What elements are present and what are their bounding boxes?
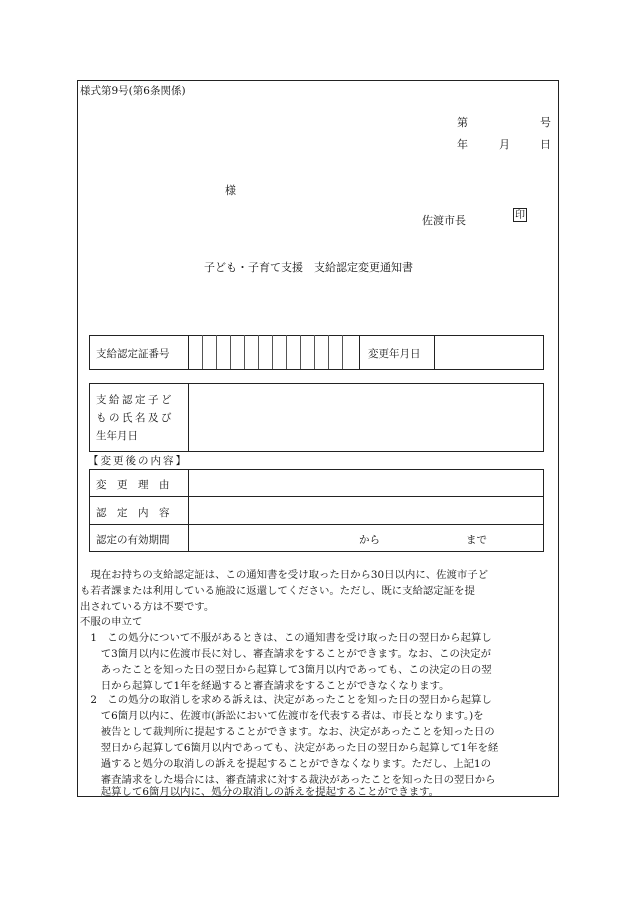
change-reason-label: 変 更 理 由 — [96, 479, 170, 491]
appeal-item1-line2: て3箇月以内に佐渡市長に対し、審査請求をすることができます。なお、この決定が — [80, 648, 492, 660]
appeal-item2-line1: 2 この処分の取消しを求める訴えは、決定があったことを知った日の翌日から起算し — [80, 694, 492, 706]
period-until: まで — [466, 534, 487, 546]
certification-content-label: 認 定 内 容 — [96, 507, 170, 519]
appeal-item2-line2: て6箇月以内に、佐渡市(訴訟において佐渡市を代表する者は、市長となります。)を — [80, 710, 484, 722]
appeal-item2-line4: 翌日から起算して6箇月以内であっても、決定があった日の翌日から起算して1年を経 — [80, 742, 499, 754]
change-date-field[interactable] — [436, 336, 542, 368]
period-from: から — [359, 534, 380, 546]
child-label-line2: もの氏名及び — [96, 412, 174, 424]
appeal-item1-line1: 1 この処分について不服があるときは、この通知書を受け取った日の翌日から起算し — [80, 632, 492, 644]
appeal-item2-line5: 過すると処分の取消しの訴えを提起することができなくなります。ただし、上記1の — [80, 758, 492, 770]
certification-content-field[interactable] — [190, 498, 542, 523]
number-suffix: 号 — [540, 116, 551, 129]
change-reason-field[interactable] — [190, 471, 542, 495]
return-notice-line2: も若者課または利用している施設に返還してください。ただし、既に支給認定証を提 — [80, 585, 475, 597]
child-name-field[interactable] — [190, 385, 542, 450]
appeal-item1-line4: 日から起算して1年を経過すると審査請求をすることができなくなります。 — [80, 680, 450, 692]
document-title: 子ども・子育て支援 支給認定変更通知書 — [204, 261, 413, 274]
appeal-item2-line6: 審査請求をした場合には、審査請求に対する裁決があったことを知った日の翌日から — [80, 774, 496, 786]
issuer-name: 佐渡市長 — [422, 214, 466, 227]
child-label-line1: 支給認定子ど — [96, 394, 174, 406]
date-day: 日 — [540, 138, 551, 151]
seal-mark: 印 — [515, 210, 525, 221]
cert-number-label: 支給認定証番号 — [96, 348, 170, 360]
form-number: 様式第9号(第6条関係) — [80, 85, 186, 97]
child-label-line3: 生年月日 — [96, 430, 138, 442]
appeal-item2-line7: 起算して6箇月以内に、処分の取消しの訴えを提起することができます。 — [80, 786, 440, 798]
appeal-item2-line3: 被告として裁判所に提起することができます。なお、決定があったことを知った日の — [80, 726, 495, 738]
return-notice-line1: 現在お持ちの支給認定証は、この通知書を受け取った日から30日以内に、佐渡市子ど — [80, 569, 489, 581]
date-month: 月 — [499, 138, 510, 151]
number-prefix: 第 — [457, 116, 468, 129]
addressee-honorific: 様 — [225, 184, 236, 197]
appeal-heading: 不服の申立て — [80, 616, 143, 628]
date-year: 年 — [457, 138, 468, 151]
after-change-heading: 【変更後の内容】 — [88, 455, 188, 467]
return-notice-line3: 出されている方は不要です。 — [80, 601, 215, 613]
validity-period-label: 認定の有効期間 — [96, 534, 170, 546]
change-date-label: 変更年月日 — [368, 348, 421, 360]
appeal-item1-line3: あったことを知った日の翌日から起算して3箇月以内であっても、この決定の日の翌 — [80, 664, 492, 676]
